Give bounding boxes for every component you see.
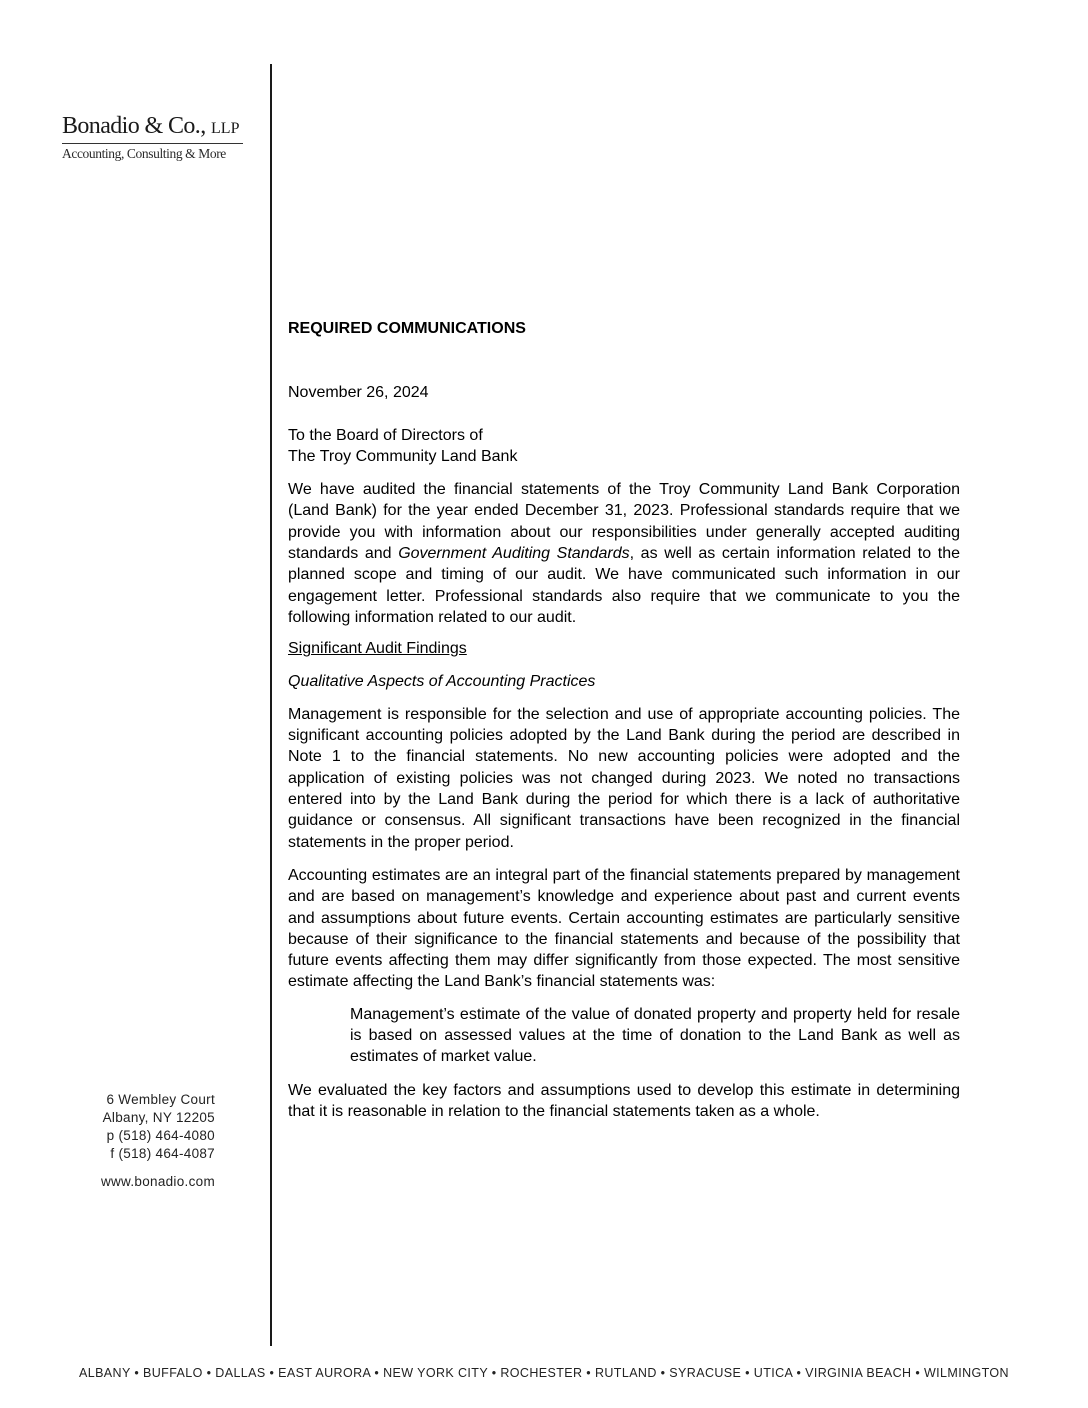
address-fax: f (518) 464-4087 (110, 1146, 215, 1161)
footer-locations: ALBANY • BUFFALO • DALLAS • EAST AURORA • NEW YORK CITY • ROCHESTER • RUTLAND • SYRACUSE • UTICA • VIRGINIA BEACH • WILMINGTON (78, 1366, 1009, 1380)
letter-title: REQUIRED COMMUNICATIONS (288, 320, 526, 337)
intro-italic-text: Government Auditing Standards (398, 545, 630, 563)
letter-addressee (288, 425, 960, 468)
address-phone: p (518) 464-4080 (106, 1128, 215, 1143)
management-paragraph: Management is responsible for the selection and use of appropriate accounting policies. The significant accounting policies adopted by the Land Bank during the period are described in Note 1 to the financial statements. No new accounting policies were adopted and the application of existing policies was not changed during 2023. We noted no transactions entered into by the Land Bank during the period for which there is a lack of authoritative guidance or consensus. All significant transactions have been recognized in the financial statements in the proper period. (288, 705, 960, 851)
intro-text-1: We have audited the financial statements of the Troy Community Land Bank Corporation (Land Bank) for the year ended December 31, 2023. Professional standards require that we provide you with information about our responsibilities under generally accepted auditing standards and (288, 481, 960, 563)
logo-tagline: Accounting, Consulting & More (62, 143, 243, 162)
address-website: www.bonadio.com (100, 1174, 215, 1189)
heading-significant-findings: Significant Audit Findings (288, 640, 467, 658)
logo-firm-name (62, 112, 262, 143)
addressee-line-2: The Troy Community Land Bank (288, 447, 518, 465)
indented-estimate-paragraph: Management’s estimate of the value of donated property and property held for resale is based on assessed values at the time of donation to the Land Bank as well as estimates of market value. (350, 1005, 960, 1066)
address-street: 6 Wembley Court (106, 1092, 215, 1107)
evaluation-paragraph: We evaluated the key factors and assumptions used to develop this estimate in determining that it is reasonable in relation to the financial statements taken as a whole. (288, 1081, 960, 1120)
firm-logo (62, 112, 262, 162)
vertical-divider (270, 64, 272, 1346)
intro-paragraph (288, 479, 960, 628)
logo-firm-suffix: LLP (211, 120, 240, 137)
logo-firm-name-text: Bonadio & Co., (62, 113, 206, 139)
letter-date: November 26, 2024 (288, 384, 429, 402)
addressee-line-1: To the Board of Directors of (288, 426, 483, 444)
heading-qualitative-aspects: Qualitative Aspects of Accounting Practices (288, 672, 596, 690)
firm-address (60, 1091, 215, 1191)
estimates-paragraph: Accounting estimates are an integral part of the financial statements prepared by management and are based on management’s knowledge and experience about past and current events and assumptions about future events. Certain accounting estimates are particularly sensitive because of their significance to the financial statements and because of the possibility that future events affecting them may differ significantly from those expected. The most sensitive estimate affecting the Land Bank’s financial statements was: (288, 866, 960, 991)
intro-text-2: , as well as certain information related to the planned scope and timing of our audit. We have communicated such information in our engagement letter. Professional standards also require that we communicate to you the following information related to our audit. (288, 545, 961, 626)
letter-body (288, 318, 960, 1122)
address-city: Albany, NY 12205 (102, 1110, 215, 1125)
